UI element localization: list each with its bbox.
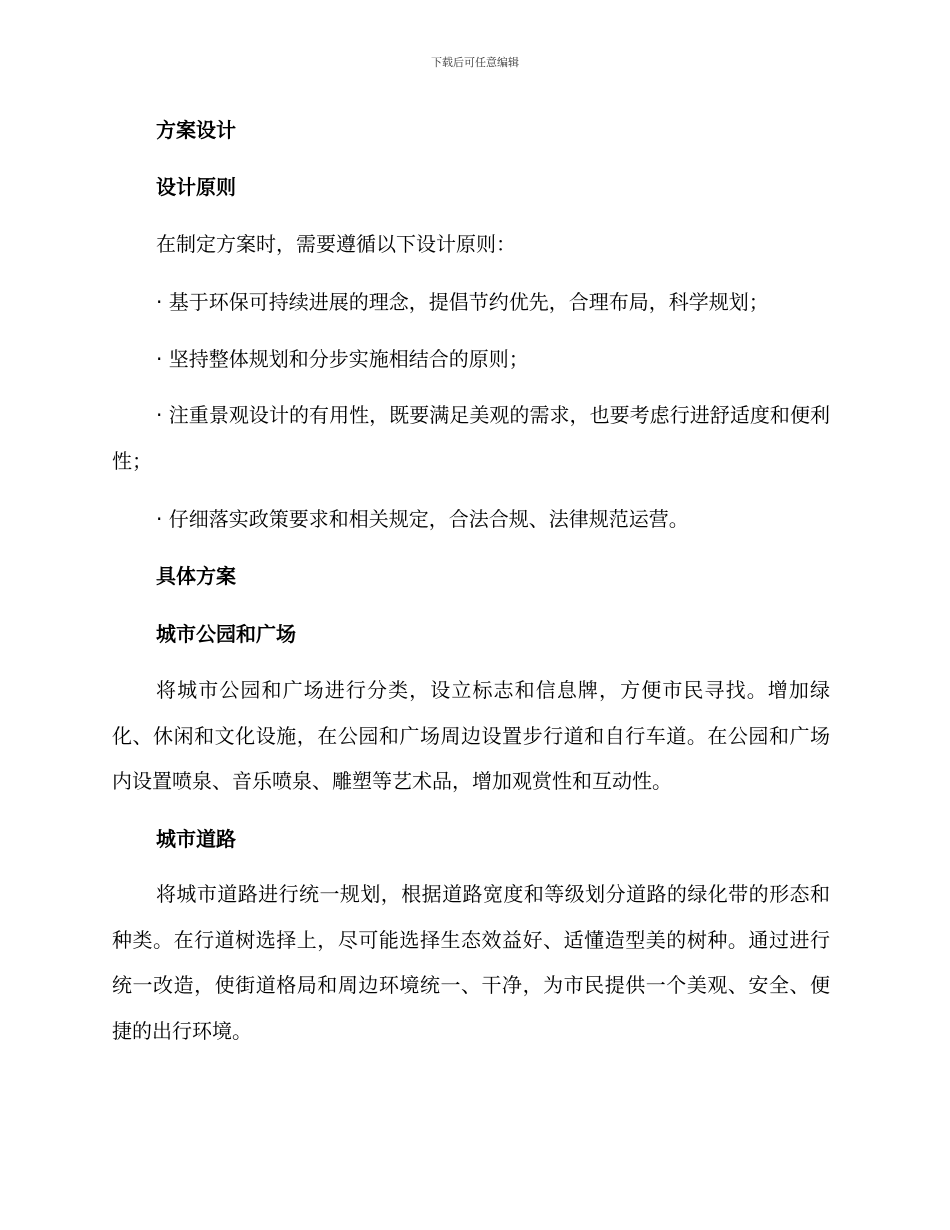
heading-parks-squares: 城市公园和广场 <box>156 622 296 646</box>
bullet-item-1: · 基于环保可持续进展的理念，提倡节约优先，合理布局，科学规划； <box>156 290 769 314</box>
heading-specific-scheme: 具体方案 <box>156 564 236 588</box>
bullet-item-3: · 注重景观设计的有用性，既要满足美观的需求，也要考虑行进舒适度和便利性； <box>112 403 830 473</box>
paragraph-roads: 将城市道路进行统一规划，根据道路宽度和等级划分道路的绿化带的形态和种类。在行道树选择上，尽可能选择生态效益好、适懂造型美的树种。通过进行统一改造，使街道格局和周边环境统一、干净，为市民提供一个美观、安全、便捷的出行环境。 <box>112 882 830 1043</box>
heading-urban-roads: 城市道路 <box>156 827 236 851</box>
page-header-note: 下载后可任意编辑 <box>431 56 519 69</box>
paragraph-parks: 将城市公园和广场进行分类，设立标志和信息牌，方便市民寻找。增加绿化、休闲和文化设施，在公园和广场周边设置步行道和自行车道。在公园和广场内设置喷泉、音乐喷泉、雕塑等艺术品，增加观赏性和互动性。 <box>112 678 830 793</box>
heading-scheme-design: 方案设计 <box>156 118 236 142</box>
intro-text: 在制定方案时，需要遵循以下设计原则： <box>156 232 516 256</box>
bullet-item-4: · 仔细落实政策要求和相关规定，合法合规、法律规范运营。 <box>156 507 689 531</box>
heading-design-principles: 设计原则 <box>156 175 236 199</box>
bullet-item-2: · 坚持整体规划和分步实施相结合的原则； <box>156 347 529 371</box>
